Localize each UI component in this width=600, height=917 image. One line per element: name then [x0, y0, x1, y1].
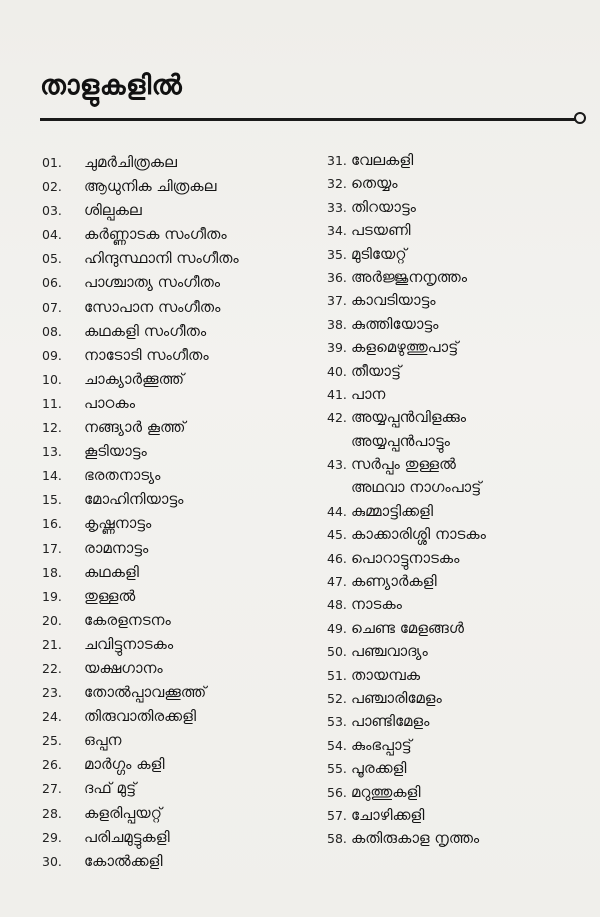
list-item	[42, 632, 239, 656]
item-label: മോഹിനിയാട്ടം	[84, 490, 184, 509]
list-item	[327, 196, 486, 219]
item-label: മാർഗ്ഗം കളി	[84, 755, 165, 774]
item-label: വേലകളി	[351, 151, 414, 169]
list-item	[42, 584, 239, 608]
item-number: 16.	[42, 516, 62, 532]
item-label: കൃഷ്ണനാട്ടം	[84, 514, 152, 533]
item-label: ആധുനിക ചിത്രകല	[84, 177, 217, 196]
item-number: 32.	[327, 176, 347, 192]
item-label: പരിചമുട്ടുകളി	[84, 827, 170, 846]
list-item	[42, 752, 239, 776]
list-item	[327, 336, 486, 359]
list-item	[327, 523, 486, 546]
item-label: അയ്യപ്പൻപാട്ടും	[351, 431, 450, 450]
item-number: 33.	[327, 199, 347, 215]
list-item	[42, 728, 239, 752]
list-item	[42, 367, 239, 391]
item-number: 34.	[327, 223, 347, 239]
item-label: പാഠകം	[84, 393, 136, 412]
item-number: 21.	[42, 636, 62, 652]
item-number: 14.	[42, 468, 62, 484]
list-item	[42, 511, 239, 535]
item-number: 35.	[327, 246, 347, 262]
item-label: ശില്പകല	[84, 201, 142, 220]
item-number: 42.	[327, 410, 347, 426]
item-label: കൂടിയാട്ടം	[84, 442, 147, 461]
list-item	[327, 430, 486, 453]
list-item	[42, 415, 239, 439]
list-item	[327, 360, 486, 383]
list-item	[327, 781, 486, 804]
item-label: പാന	[351, 384, 386, 403]
item-number: 09.	[42, 347, 62, 363]
item-label: ദഫ് മുട്ട്	[84, 779, 137, 798]
list-item	[42, 295, 239, 319]
list-item	[327, 570, 486, 593]
item-number: 46.	[327, 550, 347, 566]
list-item	[42, 246, 239, 270]
list-item	[327, 757, 486, 780]
item-number: 26.	[42, 757, 62, 773]
list-item	[327, 827, 486, 850]
item-label: കളമെഴുത്തുപാട്ട്	[351, 338, 459, 357]
item-label: തോൽപ്പാവക്കൂത്ത്	[84, 683, 207, 702]
item-number: 27.	[42, 781, 62, 797]
item-number: 57.	[327, 807, 347, 823]
item-number: 51.	[327, 667, 347, 683]
item-label: ചവിട്ടുനാടകം	[84, 634, 174, 653]
item-label: കഥകളി സംഗീതം	[84, 321, 207, 340]
item-number: 17.	[42, 540, 62, 556]
list-item	[327, 804, 486, 827]
list-item	[42, 150, 239, 174]
list-item	[42, 270, 239, 294]
list-item	[42, 680, 239, 704]
item-number: 23.	[42, 685, 62, 701]
list-item	[327, 172, 486, 195]
item-label: ഒപ്പന	[84, 731, 122, 750]
item-number: 01.	[42, 155, 62, 170]
list-item	[327, 593, 486, 616]
list-item	[327, 406, 486, 429]
item-number: 24.	[42, 709, 62, 725]
item-number: 39.	[327, 340, 347, 356]
list-item	[327, 664, 486, 687]
item-number: 10.	[42, 371, 62, 387]
list-item	[42, 849, 239, 873]
item-label: നാടോടി സംഗീതം	[84, 345, 209, 364]
item-number: 13.	[42, 444, 62, 460]
list-item	[327, 500, 486, 523]
item-number: 49.	[327, 620, 347, 636]
list-item	[42, 343, 239, 367]
list-item	[42, 319, 239, 343]
list-item	[42, 391, 239, 415]
section-heading: താളുകളിൽ	[40, 70, 183, 101]
item-number: 50.	[327, 644, 347, 660]
item-label: പൂരക്കളി	[351, 759, 407, 778]
item-label: സോപാന സംഗീതം	[84, 297, 221, 316]
item-label: തായമ്പക	[351, 665, 421, 684]
contents-list-left	[42, 150, 239, 873]
list-item	[327, 219, 486, 242]
list-item	[327, 149, 486, 172]
item-number: 47.	[327, 574, 347, 590]
item-label: തെയ്യം	[351, 174, 398, 193]
item-label: പൊറാട്ടുനാടകം	[351, 548, 460, 567]
item-number: 58.	[327, 831, 347, 847]
list-item	[42, 801, 239, 825]
item-number: 30.	[42, 853, 62, 869]
item-number: 04.	[42, 227, 62, 243]
item-number: 03.	[42, 203, 62, 219]
item-label: ചോഴിക്കളി	[351, 805, 425, 824]
list-item	[42, 487, 239, 511]
list-item	[327, 476, 486, 499]
item-label: കാക്കാരിശ്ശി നാടകം	[351, 525, 486, 544]
item-label: രാമനാട്ടം	[84, 538, 149, 557]
item-number: 20.	[42, 612, 62, 628]
list-item	[42, 560, 239, 584]
item-number: 53.	[327, 714, 347, 730]
item-label: കുമ്മാട്ടിക്കളി	[351, 501, 433, 520]
item-number: 45.	[327, 527, 347, 543]
item-label: കർണ്ണാടക സംഗീതം	[84, 225, 227, 244]
item-number: 55.	[327, 761, 347, 777]
item-number: 18.	[42, 564, 62, 580]
item-label: മറുത്തുകളി	[351, 782, 421, 801]
item-label: കുംഭപ്പാട്ട്	[351, 735, 412, 754]
item-label: നാടകം	[351, 595, 402, 614]
item-number: 31.	[327, 153, 347, 168]
item-number: 43.	[327, 457, 347, 473]
item-number: 29.	[42, 829, 62, 845]
item-label: പാണ്ടിമേളം	[351, 712, 430, 731]
item-number: 02.	[42, 179, 62, 195]
item-number: 28.	[42, 805, 62, 821]
item-number: 44.	[327, 503, 347, 519]
item-label: പാശ്ചാത്യ സംഗീതം	[84, 273, 221, 292]
item-label: യക്ഷഗാനം	[84, 658, 163, 677]
item-label: പഞ്ചവാദ്യം	[351, 642, 428, 661]
item-number: 22.	[42, 660, 62, 676]
list-item	[42, 776, 239, 800]
item-number: 54.	[327, 737, 347, 753]
list-item	[42, 463, 239, 487]
item-number: 08.	[42, 323, 62, 339]
list-item	[42, 656, 239, 680]
item-label: പഞ്ചാരിമേളം	[351, 688, 442, 707]
list-item	[327, 734, 486, 757]
item-number: 12.	[42, 420, 62, 436]
list-item	[42, 439, 239, 463]
item-number: 25.	[42, 733, 62, 749]
item-number: 37.	[327, 293, 347, 309]
item-label: കുത്തിയോട്ടം	[351, 314, 439, 333]
list-item	[327, 313, 486, 336]
item-number: 52.	[327, 690, 347, 706]
item-label: തിറയാട്ടം	[351, 197, 416, 216]
item-label: ചാക്യാർക്കൂത്ത്	[84, 369, 184, 388]
item-label: ഭരതനാട്യം	[84, 466, 161, 485]
heading-rule	[40, 118, 578, 121]
item-label: കതിരുകാള നൃത്തം	[351, 829, 480, 848]
item-number: 48.	[327, 597, 347, 613]
list-item	[42, 174, 239, 198]
item-label: ഹിന്ദുസ്ഥാനി സംഗീതം	[84, 249, 239, 268]
list-item	[327, 453, 486, 476]
item-number: 11.	[42, 395, 62, 411]
item-label: കാവടിയാട്ടം	[351, 291, 436, 310]
item-number: 40.	[327, 363, 347, 379]
list-item	[42, 536, 239, 560]
item-label: ചുമർചിത്രകല	[84, 153, 177, 171]
list-item	[327, 383, 486, 406]
item-number: 38.	[327, 316, 347, 332]
list-item	[327, 687, 486, 710]
item-label: മുടിയേറ്റ്	[351, 244, 407, 263]
list-item	[327, 266, 486, 289]
list-item	[327, 289, 486, 312]
item-label: കളരിപ്പയറ്റ്	[84, 803, 162, 822]
list-item	[42, 704, 239, 728]
item-label: കേരളനടനം	[84, 610, 171, 629]
list-item	[42, 825, 239, 849]
item-label: കോൽക്കളി	[84, 851, 163, 870]
item-label: കണ്യാർകളി	[351, 572, 437, 591]
item-number: 07.	[42, 299, 62, 315]
list-item	[327, 547, 486, 570]
item-label: തീയാട്ട്	[351, 361, 402, 380]
heading-rule-end-circle	[574, 112, 586, 124]
item-label: കഥകളി	[84, 562, 139, 581]
item-label: പടയണി	[351, 221, 411, 240]
item-label: ചെണ്ട മേളങ്ങൾ	[351, 618, 464, 637]
item-number: 56.	[327, 784, 347, 800]
list-item	[327, 617, 486, 640]
item-number: 19.	[42, 588, 62, 604]
list-item	[327, 640, 486, 663]
item-label: അർജ്ജുനനൃത്തം	[351, 267, 468, 286]
list-item	[327, 710, 486, 733]
list-item	[42, 608, 239, 632]
item-number: 41.	[327, 386, 347, 402]
item-label: സർപ്പം തുള്ളൽ	[351, 455, 456, 474]
list-item	[327, 243, 486, 266]
contents-list-right	[327, 149, 486, 851]
list-item	[42, 198, 239, 222]
item-label: തിരുവാതിരക്കളി	[84, 707, 197, 726]
item-label: അയ്യപ്പൻവിളക്കും	[351, 408, 467, 427]
item-number: 06.	[42, 275, 62, 291]
item-number: 15.	[42, 492, 62, 508]
item-label: നങ്ങ്യാർ കൂത്ത്	[84, 418, 186, 437]
item-label: തുള്ളൽ	[84, 586, 136, 605]
item-number: 36.	[327, 269, 347, 285]
item-label: അഥവാ നാഗംപാട്ട്	[351, 478, 482, 497]
list-item	[42, 222, 239, 246]
item-number: 05.	[42, 251, 62, 267]
